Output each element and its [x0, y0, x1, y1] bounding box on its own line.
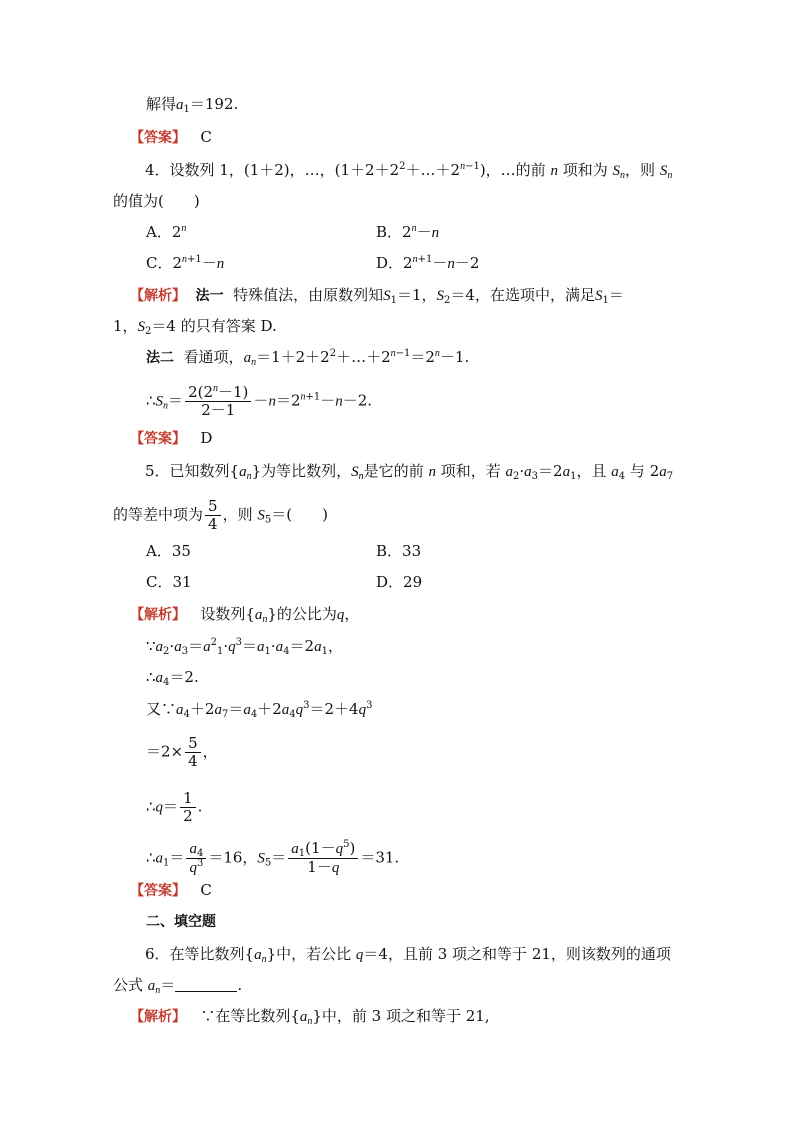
q5-stem-line2: 的等差中项为 $\frac{5}{4}$ ，则 $S_5=$( )	[113, 497, 328, 533]
q4-sum-fraction: $\frac{2(2^n-1)}{2-1}$	[185, 384, 251, 419]
q5-option-d: D．29	[376, 573, 423, 591]
q6-stem-line2: 公式 $a_n=$ .	[113, 976, 243, 996]
q5-option-a: A．35	[146, 542, 191, 560]
q5-stem-line1: 5．已知数列$\{a_n\}$为等比数列，$S_n$是它的前 n 项和，若 $a_2\cdot a_3=2a_1$，且 $a_4$ 与 $2a_7$	[145, 462, 674, 482]
q5-analysis-line1: 【解析】 设数列$\{a_n\}$的公比为q，	[130, 605, 360, 625]
q5-analysis-line4: 又$\because a_4+2a_7=a_4+2a_4q^3=2+4q^3$	[146, 700, 373, 720]
q5-half: $\frac{1}{2}$	[180, 790, 196, 825]
q5-analysis-line5: ＝2× $\frac{5}{4}$ ，	[146, 734, 218, 770]
q4-stem-line2: 的值为( )	[113, 192, 200, 210]
q6-analysis-line1: 【解析】 ∵在等比数列$\{a_n\}$中，前 3 项之和等于 21,	[130, 1007, 490, 1027]
q5-option-c: C．31	[146, 573, 192, 591]
answer-blank	[175, 977, 237, 992]
q4-analysis-sum: $\therefore S_n=$ $\frac{2(2^n-1)}{2-1}$ $-n=2^{n+1}-n-2$.	[146, 383, 373, 419]
q5-analysis-line7: $\therefore a_1=$ $\frac{a_4}{q^3}$ ＝16，$S_5=$ $\frac{a_1(1-q^5)}{1-q}$ ＝31.	[146, 839, 400, 876]
q4-option-b: B．$2^n-n$	[376, 223, 440, 241]
answer-value: C	[200, 128, 212, 146]
q5-s5-fraction: $\frac{a_1(1-q^5)}{1-q}$	[288, 840, 358, 877]
q4-analysis-line1: 【解析】 法一 特殊值法，由原数列知$S_1=1$，$S_2=4$，在选项中，满足$S_1=$	[130, 286, 624, 306]
answer-line-q3	[130, 126, 212, 149]
q5-analysis-line6: ∴q＝ $\frac{1}{2}$ .	[146, 789, 203, 825]
q4-stem-line1: 4．设数列 1，(1＋2)，…，$(1+2+2^2+\dots+2^{n-1})$，…的前 n 项和为 $S_n$，则 $S_n$	[145, 161, 673, 181]
q4-option-c: C．$2^{n+1}-n$	[146, 254, 225, 272]
q5-option-b: B．33	[376, 542, 422, 560]
answer-line-q5: 【答案】 C	[130, 881, 212, 899]
q4-option-a: A．2$^n$	[146, 223, 187, 241]
q5-analysis-line2: $\because a_2\cdot a_3=a^2_1\cdot q^3=a_1\cdot a_4=2a_1$，	[146, 637, 343, 657]
section-title: 二、填空题	[146, 914, 216, 930]
q4-option-d: D．$2^{n+1}-n-2$	[376, 254, 480, 272]
q5-analysis-line3: $\therefore a_4=2$.	[146, 668, 199, 688]
q5-five-quarters: $\frac{5}{4}$	[185, 735, 201, 770]
solution-line-a1: 解得$a_1=192$.	[146, 95, 239, 115]
q6-stem-line1: 6．在等比数列$\{a_n\}$中，若公比 q＝4，且前 3 项之和等于 21，则该数列的通项	[145, 945, 671, 965]
q4-analysis-line3: 法二 看通项，$a_n=1+2+2^2+\dots+2^{n-1}=2^n-1$.	[146, 348, 470, 368]
q5-mid-fraction: $\frac{5}{4}$	[205, 498, 221, 533]
q5-a1-fraction: $\frac{a_4}{q^3}$	[186, 840, 206, 877]
analysis-label: 【解析】	[130, 288, 186, 304]
q4-analysis-line2: 1，$S_2=4$ 的只有答案 D.	[113, 317, 277, 337]
answer-label: 【答案】	[130, 130, 186, 146]
answer-line-q4: 【答案】 D	[130, 429, 213, 447]
